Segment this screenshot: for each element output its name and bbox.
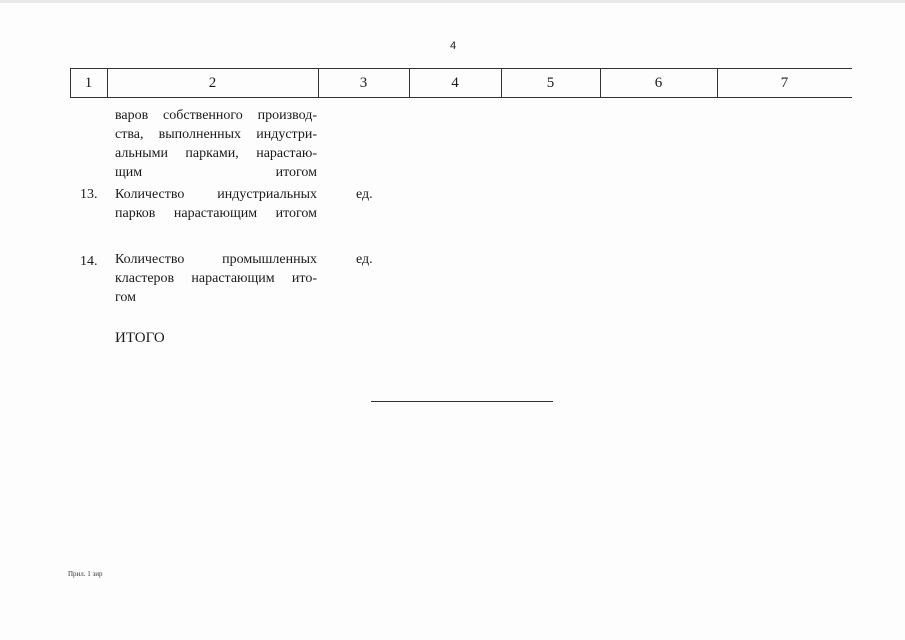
row-unit-14: ед. xyxy=(356,252,373,267)
header-cell-2: 2 xyxy=(208,75,217,91)
text-line: Количество индустриальных xyxy=(115,187,317,202)
total-label: ИТОГО xyxy=(115,330,165,346)
text-line: парков нарастающим итогом xyxy=(115,206,317,221)
header-cell-3: 3 xyxy=(359,75,368,91)
continued-row-description xyxy=(115,106,317,182)
footer-note: Прил. 1 зир xyxy=(68,570,103,578)
header-cell-1: 1 xyxy=(84,75,93,91)
header-cell-6: 6 xyxy=(654,75,663,91)
header-cell-5: 5 xyxy=(546,75,555,91)
row-unit-13: ед. xyxy=(356,187,373,202)
text-line: кластеров нарастающим ито- xyxy=(115,271,317,286)
row-number-14: 14. xyxy=(80,254,98,269)
row-number-13: 13. xyxy=(80,187,98,202)
row-description-13 xyxy=(115,185,317,223)
row-description-14 xyxy=(115,250,317,307)
header-cell-4: 4 xyxy=(451,75,459,91)
text-line: Количество промышленных xyxy=(115,252,317,267)
text-line: варов собственного производ- xyxy=(115,108,317,123)
scan-edge xyxy=(0,0,905,3)
text-line: альными парками, нарастаю- xyxy=(115,146,317,161)
text-line: ства, выполненных индустри- xyxy=(115,127,317,142)
page-number: 4 xyxy=(450,40,457,52)
table-header-row xyxy=(70,68,852,98)
header-cell-7: 7 xyxy=(780,75,789,91)
end-of-table-rule xyxy=(371,401,553,402)
text-line: гом xyxy=(115,290,136,305)
text-line: щим итогом xyxy=(115,165,317,180)
